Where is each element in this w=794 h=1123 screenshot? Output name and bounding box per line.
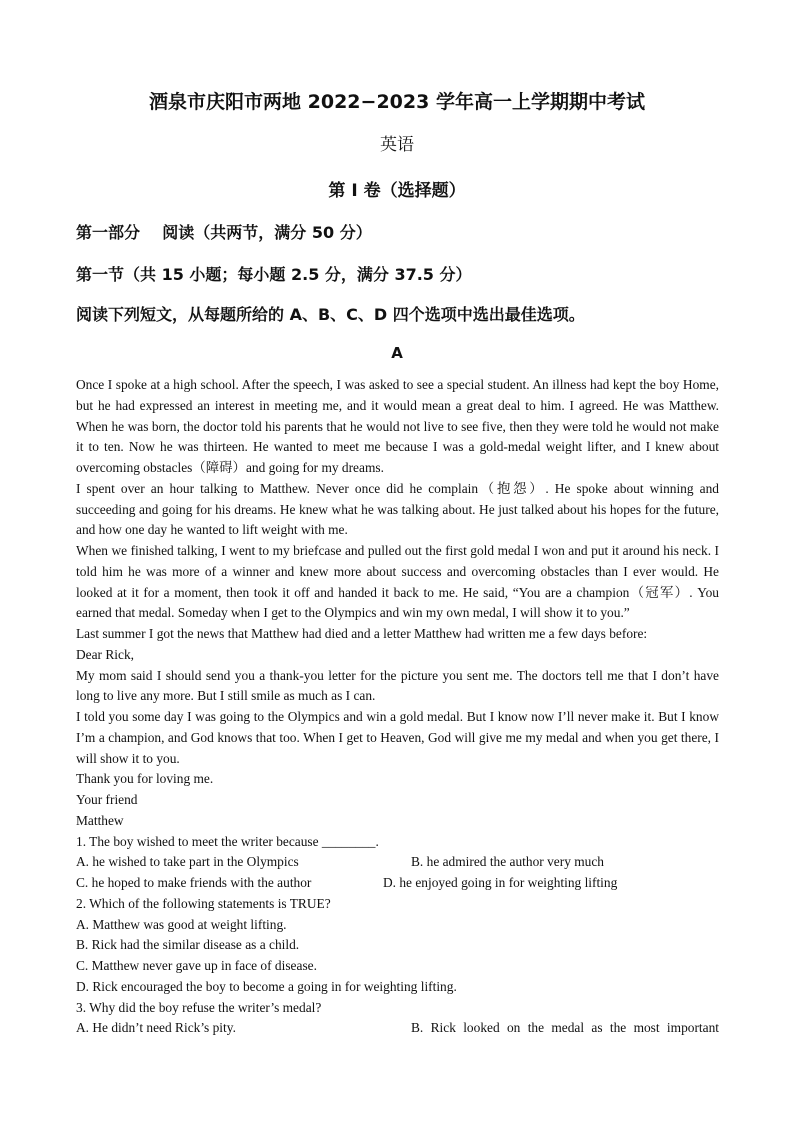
passage-label: A — [391, 344, 403, 362]
exam-title: 酒泉市庆阳市两地 2022−2023 学年高一上学期期中考试 — [149, 91, 645, 113]
paragraph: Last summer I got the news that Matthew had died and a letter Matthew had written me a few days before: — [76, 626, 648, 641]
letter-greeting: Dear Rick, — [76, 646, 135, 662]
letter-signature: Matthew — [76, 812, 124, 828]
passage-body — [76, 375, 719, 1039]
question-stem: 1. The boy wished to meet the writer because ________. — [76, 833, 379, 849]
option-b: B. he admired the author very much — [411, 854, 604, 870]
question-stem: 3. Why did the boy refuse the writer’s medal? — [76, 999, 322, 1015]
section-heading: 第一节（共 15 小题；每小题 2.5 分，满分 37.5 分） — [76, 265, 472, 284]
paragraph: I spent over an hour talking to Matthew. Never once did he complain（抱怨）. He spoke about winning and succeeding and going for his dreams. He knew what he was talking about. He just talked about his hopes for the future, and how one day he wanted to lift weight with me. — [76, 480, 719, 538]
subject-title: 英语 — [380, 135, 414, 155]
part-heading: 第一部分 阅读（共两节，满分 50 分） — [76, 223, 372, 242]
option-d: D. he enjoyed going in for weighting lifting — [383, 875, 618, 890]
paragraph: When we finished talking, I went to my briefcase and pulled out the first gold medal I won and put it around his neck. I told him he was more of a winner and knew more about success and overcoming obstacles than I ever would. He looked at it for a moment, then took it off and handed it back to me. He said, “You are a champion（冠军）. You earned that medal. Someday when I get to the Olympics and win my own medal, I will show it to you.” — [76, 543, 719, 621]
option-row — [76, 852, 719, 873]
option-b: B. Rick had the similar disease as a child. — [76, 937, 300, 953]
question-stem: 2. Which of the following statements is TRUE? — [76, 895, 331, 911]
paragraph: I told you some day I was going to the Olympics and win a gold medal. But I know now I’ll never make it. But I know I’m a champion, and God knows that too. When I get to Heaven, God will give me my medal and when you get there, I will show it to you. — [76, 709, 719, 766]
option-a: A. he wished to take part in the Olympics — [76, 854, 299, 870]
paragraph: Once I spoke at a high school. After the speech, I was asked to see a special student. An illness had kept the boy Home, but he had expressed an interest in meeting me, and it would mean a great deal to him. I agreed. He was Matthew. When he was born, the doctor told his parents that he would not live to see five, then they were told he would not make it to ten. Now he was thirteen. He wanted to meet me because I was a gold-medal weight lifter, and I knew about overcoming obstacles（障碍）and going for my dreams. — [76, 377, 719, 475]
volume-title: 第 I 卷（选择题） — [328, 181, 466, 201]
option-c: C. he hoped to make friends with the author — [76, 875, 312, 890]
option-row — [76, 1018, 719, 1039]
directions: 阅读下列短文，从每题所给的 A、B、C、D 四个选项中选出最佳选项。 — [76, 305, 585, 324]
option-c: C. Matthew never gave up in face of disease. — [76, 958, 317, 973]
option-a: A. Matthew was good at weight lifting. — [76, 916, 287, 932]
option-row — [76, 873, 719, 894]
letter-signoff: Your friend — [76, 792, 138, 807]
letter-closing: Thank you for loving me. — [76, 771, 214, 787]
option-b: B. Rick looked on the medal as the most important — [411, 1020, 719, 1036]
paragraph: My mom said I should send you a thank-you letter for the picture you sent me. The doctors tell me that I don’t have long to live any more. But I still smile as much as I can. — [76, 667, 719, 704]
option-a: A. He didn’t need Rick’s pity. — [76, 1020, 236, 1036]
option-d: D. Rick encouraged the boy to become a going in for weighting lifting. — [76, 978, 457, 994]
